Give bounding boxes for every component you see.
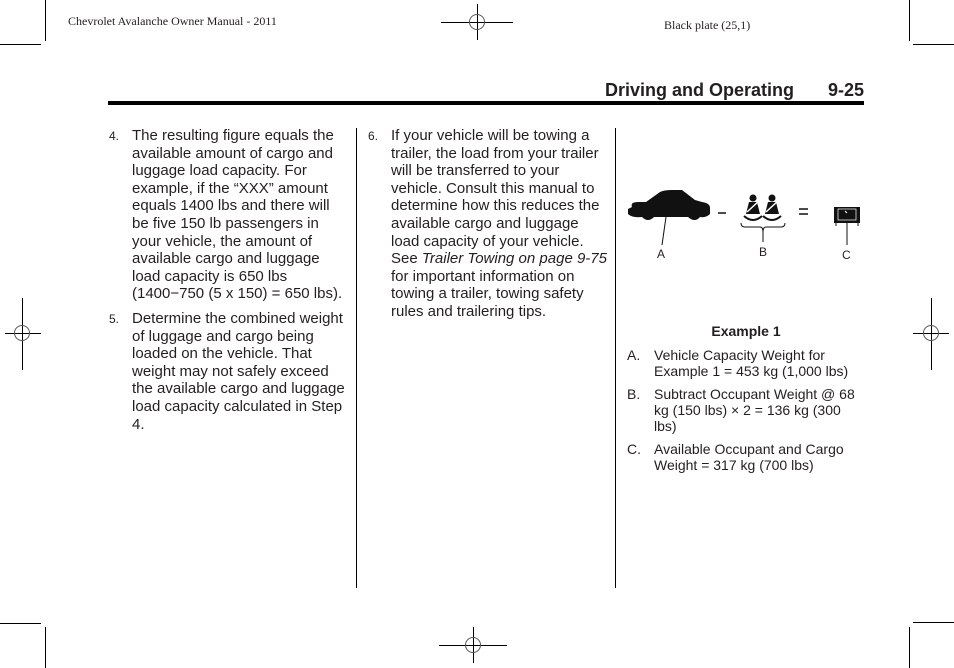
legend-item (627, 386, 867, 434)
cross-reference-link[interactable]: Trailer Towing on page 9-75 (421, 250, 607, 268)
crop-mark (45, 0, 46, 41)
plate-label: Black plate (25,1) (664, 18, 751, 32)
legend-letter: A. (627, 347, 641, 363)
legend-item (627, 347, 867, 379)
step-number: 5. (109, 311, 120, 326)
registration-circle-icon (469, 14, 485, 30)
step-number: 4. (109, 129, 120, 143)
step-item (368, 127, 608, 321)
section-title: Driving and Operating (604, 80, 794, 100)
crop-mark (0, 44, 41, 45)
legend-text: Vehicle Capacity Weight for Example 1 = 453 kg (1,000 lbs) (654, 347, 849, 379)
figure-label-a: A (657, 247, 666, 261)
column-divider (356, 128, 357, 588)
crop-mark (913, 44, 954, 45)
step-text: for important information on towing a trailer, towing safety rules and trailering tips. (391, 267, 584, 320)
step-text: Determine the combined weight of luggage and cargo being loaded on the vehicle. That weight may not safely exceed the available cargo and luggage load capacity calculated in Step 4. (132, 309, 345, 433)
figure-label-b: B (759, 245, 768, 259)
crop-mark (913, 622, 954, 623)
registration-circle-icon (923, 325, 939, 341)
crop-mark (909, 627, 910, 668)
page-number: 9-25 (827, 80, 864, 100)
step-item (109, 127, 349, 303)
column-2 (368, 127, 608, 328)
capacity-figure (620, 190, 870, 265)
figure-caption: Example 1 (711, 323, 781, 339)
legend-letter: C. (627, 441, 641, 457)
header-rule (108, 101, 864, 105)
registration-circle-icon (465, 637, 481, 653)
figure-legend (627, 347, 867, 480)
column-1 (109, 127, 349, 440)
step-text: The resulting figure equals the available amount of cargo and luggage load capacity. For example, if the “XXX” amount equals 1400 lbs and there will be five 150 lb passengers in your vehicle, the amount of available cargo and luggage load capacity is 650 lbs (1400−750 (5 x 150) = 650 lbs). (132, 127, 343, 303)
crop-mark (0, 623, 41, 624)
crop-mark (909, 0, 910, 41)
legend-item (627, 441, 867, 473)
legend-text: Subtract Occupant Weight @ 68 kg (150 lbs) × 2 = 136 kg (300 lbs) (654, 386, 855, 434)
seatbelt-occupant-icon (744, 195, 762, 221)
step-text: If your vehicle will be towing a trailer, the load from your trailer will be transferred to your vehicle. Consult this manual to determine how this reduces the available cargo and luggage load capacity of your vehicle. See (391, 127, 600, 268)
manual-title: Chevrolet Avalanche Owner Manual - 2011 (68, 14, 277, 28)
seatbelt-occupant-icon (763, 195, 781, 221)
car-icon (628, 190, 710, 220)
crop-mark (45, 627, 46, 668)
step-item (109, 310, 349, 433)
column-divider (615, 128, 616, 588)
legend-letter: B. (627, 386, 641, 402)
figure-label-c: C (842, 248, 851, 262)
registration-circle-icon (14, 325, 30, 341)
legend-text: Available Occupant and Cargo Weight = 317 kg (700 lbs) (654, 441, 844, 473)
step-number: 6. (368, 129, 379, 143)
